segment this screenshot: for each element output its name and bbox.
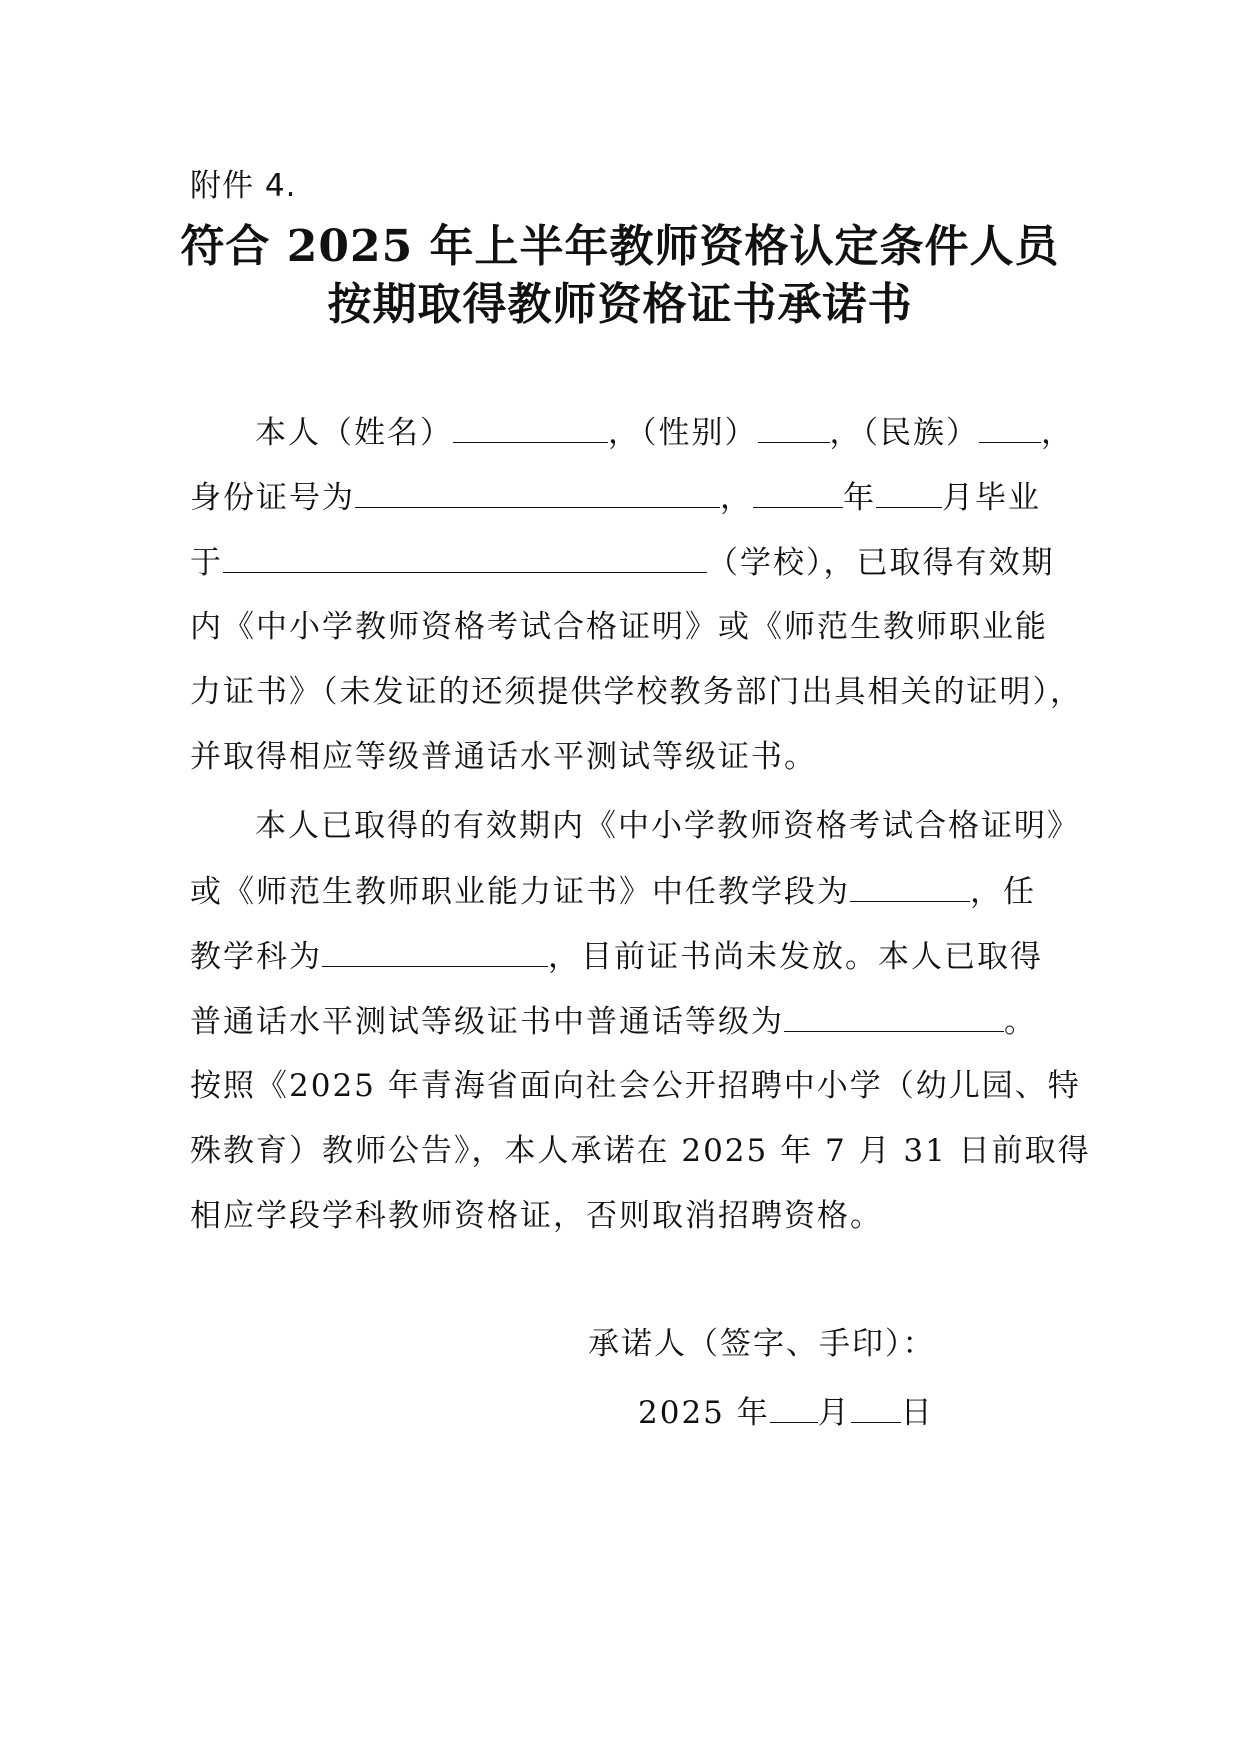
signature-date [638,1387,934,1432]
paragraph2-line7: 相应学段学科教师资格证，否则取消招聘资格。 [190,1198,883,1234]
paragraph2-line4 [190,1001,1037,1042]
comma-text: ，任 [970,874,1036,910]
gender-label: ，（性别） [608,415,758,451]
paragraph2-line6: 殊教育）教师公告》，本人承诺在 2025 年 7 月 31 日前取得 [190,1133,1091,1169]
graduation-month-blank[interactable] [876,477,942,508]
school-blank[interactable] [223,542,707,573]
mandarin-level-blank[interactable] [784,1001,1004,1032]
paragraph2-line2 [190,871,1036,912]
attachment-label: 附件 4. [190,168,297,204]
date-day-blank[interactable] [851,1392,901,1423]
paragraph2-line3 [190,936,1043,977]
paragraph1-line2 [190,477,1041,518]
date-year-text: 2025 年 [638,1395,770,1431]
school-suffix-text: （学校），已取得有效期 [707,545,1055,581]
paragraph1-line6: 并取得相应等级普通话水平测试等级证书。 [190,739,817,775]
date-day-label: 日 [900,1395,934,1431]
id-number-blank[interactable] [355,477,720,508]
date-month-label: 月 [817,1395,851,1431]
paragraph2-line5: 按照《2025 年青海省面向社会公开招聘中小学（幼儿园、特 [190,1068,1081,1104]
name-label: 本人（姓名） [255,415,453,451]
teaching-subject-label: 教学科为 [190,939,322,975]
paragraph1-line3 [190,542,1055,583]
teaching-stage-blank[interactable] [850,871,970,902]
from-label: 于 [190,545,223,581]
year-label: 年 [843,480,876,516]
period-text: 。 [1004,1004,1037,1040]
mandarin-level-label: 普通话水平测试等级证书中普通话等级为 [190,1004,784,1040]
name-blank[interactable] [453,412,608,443]
document-title-line-2: 按期取得教师资格证书承诺书 [327,279,913,330]
teaching-subject-blank[interactable] [322,936,548,967]
id-number-label: 身份证号为 [190,480,355,516]
gender-blank[interactable] [758,412,830,443]
teaching-stage-label: 或《师范生教师职业能力证书》中任教学段为 [190,874,850,910]
month-graduate-label: 月毕业 [942,480,1041,516]
paragraph1-line1 [255,412,1074,453]
comma-text: ， [720,480,753,516]
paragraph2-line1: 本人已取得的有效期内《中小学教师资格考试合格证明》 [255,808,1080,844]
ethnicity-blank[interactable] [979,412,1041,443]
date-month-blank[interactable] [770,1392,818,1423]
paragraph1-line4: 内《中小学教师资格考试合格证明》或《师范生教师职业能 [190,609,1048,645]
ethnicity-label: ，（民族） [829,415,979,451]
signature-label: 承诺人（签字、手印）： [588,1326,936,1362]
certificate-status-text: ，目前证书尚未发放。本人已取得 [548,939,1043,975]
comma-text: ， [1041,415,1074,451]
graduation-year-blank[interactable] [753,477,843,508]
document-title-line-1: 符合 2025 年上半年教师资格认定条件人员 [180,221,1060,272]
paragraph1-line5: 力证书》（未发证的还须提供学校教务部门出具相关的证明）， [190,674,1083,710]
